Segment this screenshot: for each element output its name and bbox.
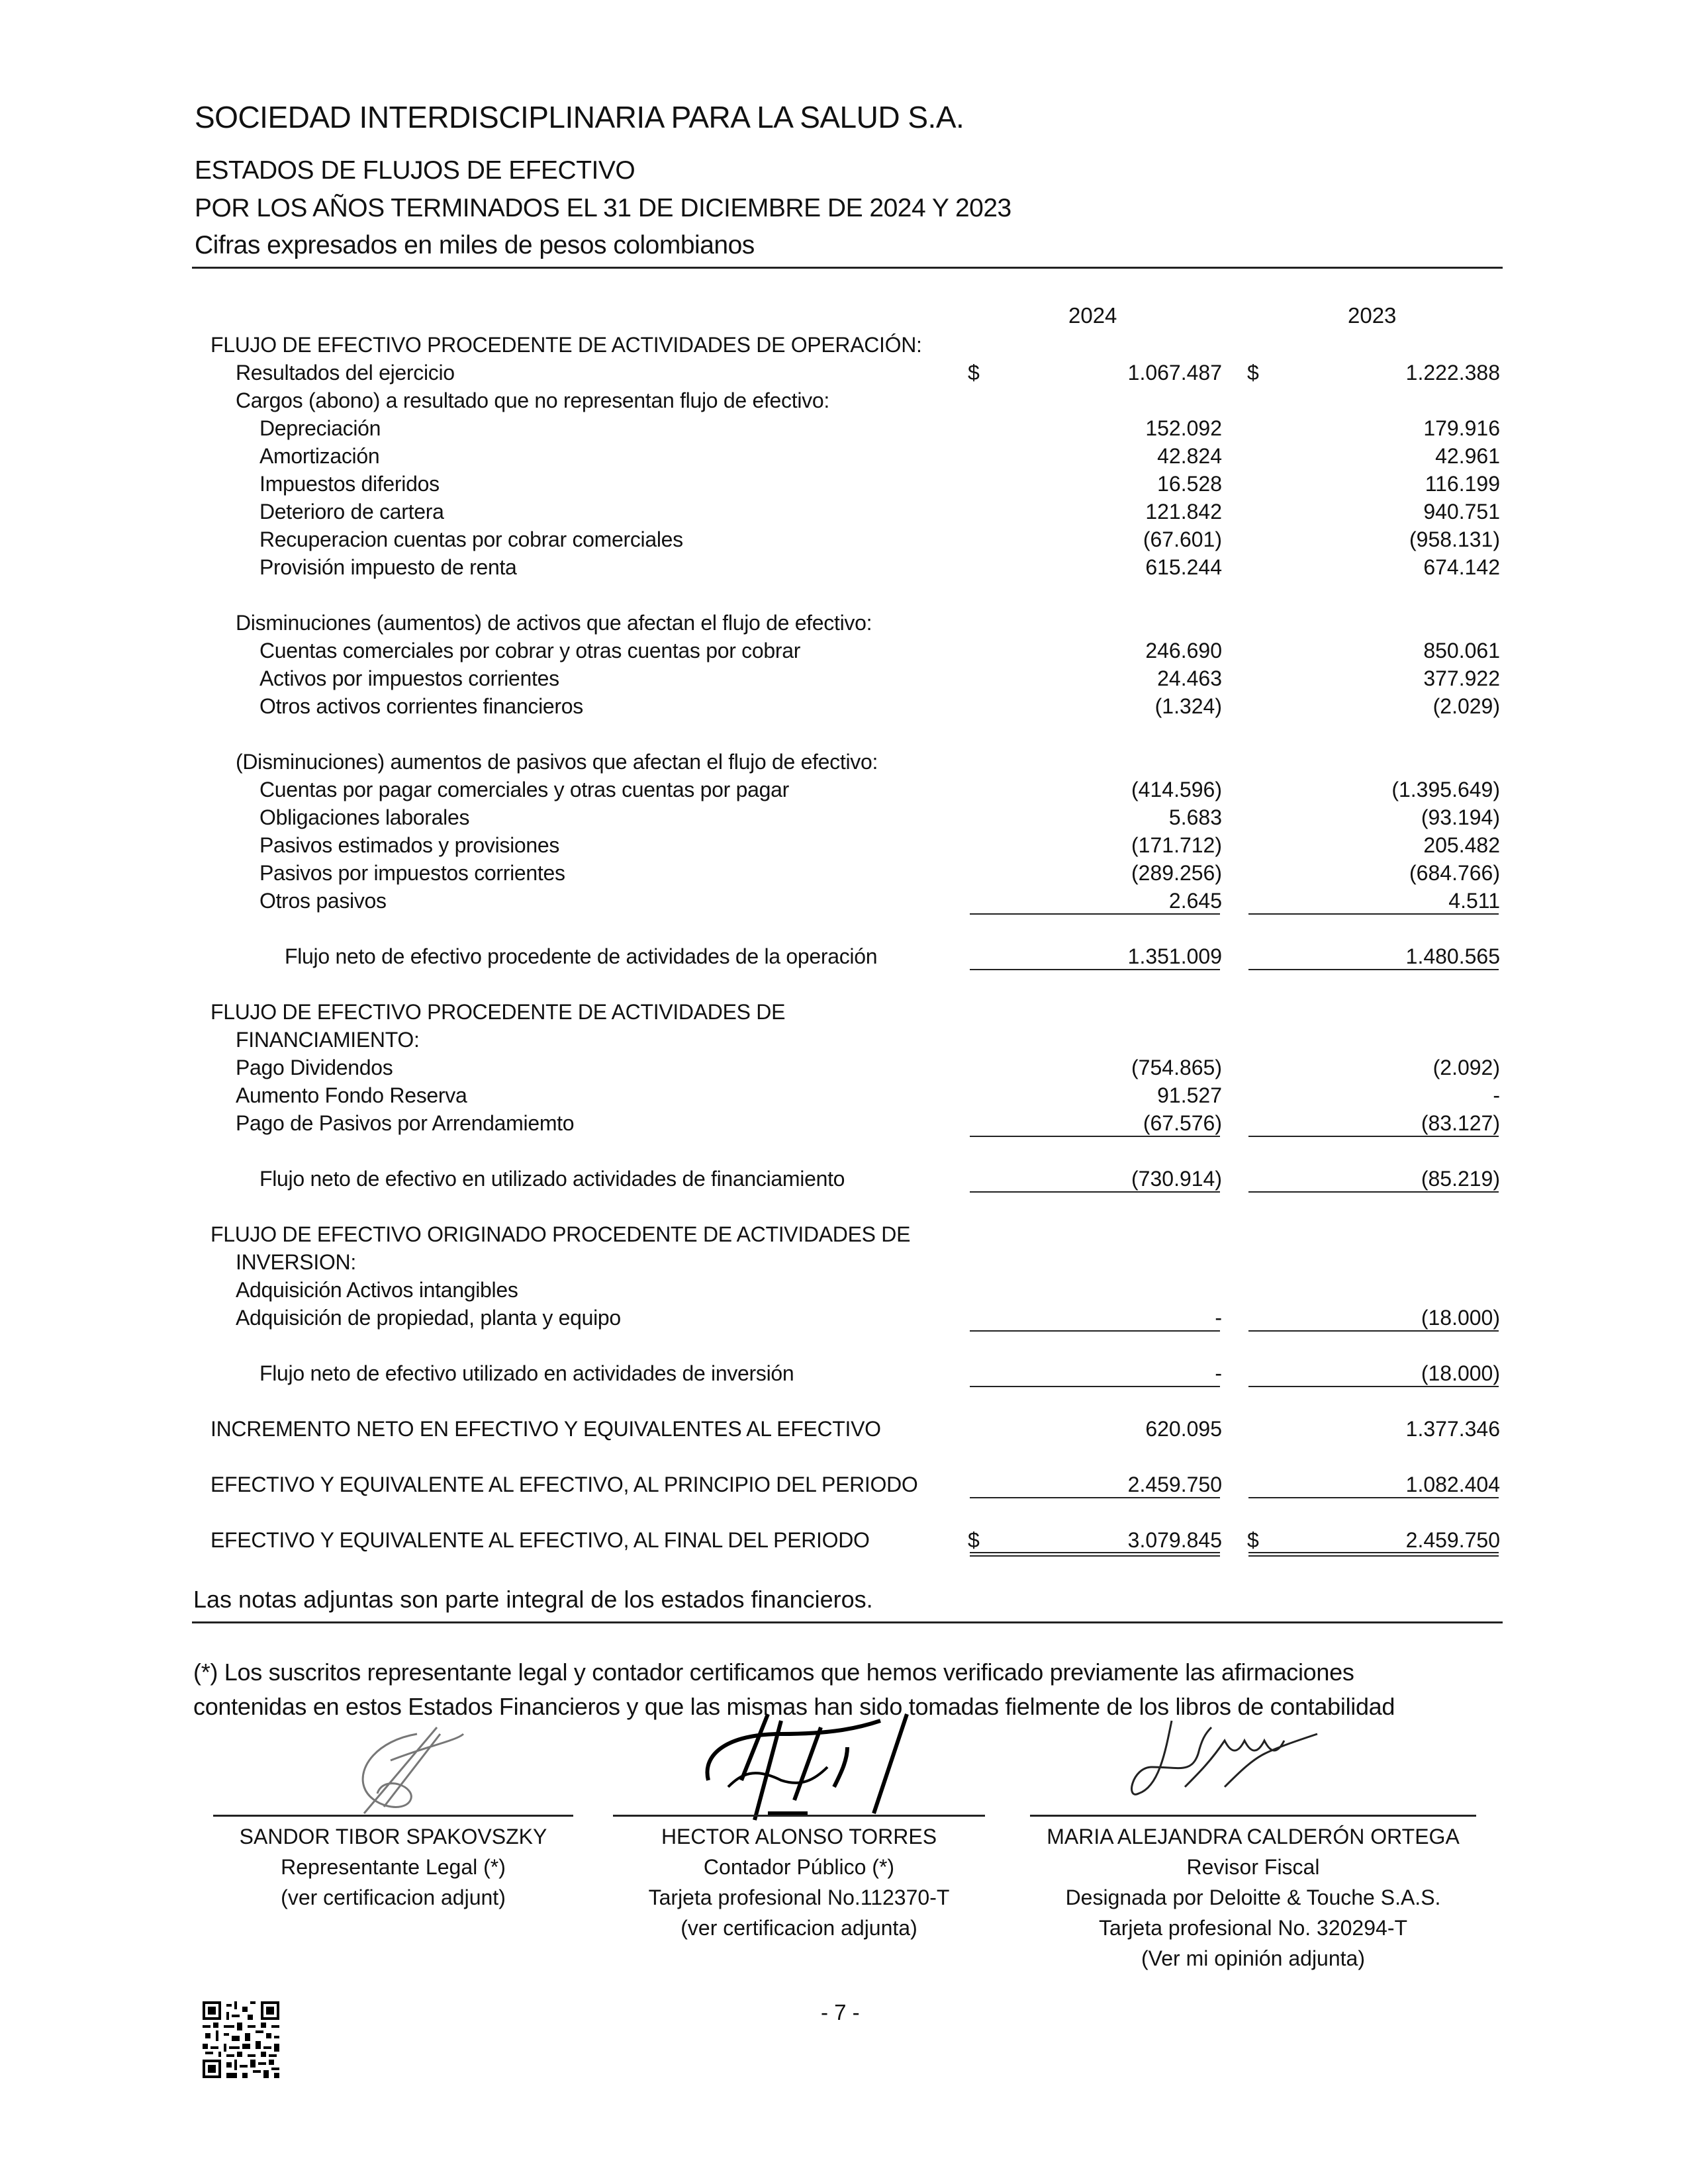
value-2024: (754.865) — [1131, 1056, 1222, 1079]
signatory-role: Contador Público (*) — [703, 1855, 895, 1879]
value-2024: (67.601) — [1143, 527, 1222, 551]
value-2023: 42.961 — [1435, 444, 1500, 468]
signature-line-fiscal-auditor — [1030, 1815, 1476, 1817]
value-2023: - — [1493, 1083, 1500, 1107]
signature-line-accountant — [613, 1815, 985, 1817]
currency-symbol: $ — [968, 361, 980, 385]
value-2024: 3.079.845 — [1127, 1528, 1222, 1552]
value-2024: 1.351.009 — [1127, 944, 1222, 968]
row-label: INCREMENTO NETO EN EFECTIVO Y EQUIVALENTES AL EFECTIVO — [211, 1417, 881, 1441]
row-label: Cuentas por pagar comerciales y otras cuentas por pagar — [259, 778, 789, 801]
certification-line-2: contenidas en estos Estados Financieros y que las mismas han sido tomadas fielmente de los libros de contabilidad — [193, 1693, 1395, 1720]
value-2023: (2.029) — [1432, 694, 1500, 718]
currency-symbol: $ — [968, 1528, 980, 1552]
value-2024: 121.842 — [1145, 500, 1222, 523]
value-2023: 1.222.388 — [1405, 361, 1500, 385]
underline-2024 — [970, 1191, 1220, 1193]
page-number: - 7 - — [821, 2000, 860, 2025]
notes-statement: Las notas adjuntas son parte integral de los estados financieros. — [193, 1586, 873, 1613]
value-2024: 42.824 — [1157, 444, 1222, 468]
row-label: Flujo neto de efectivo en utilizado actividades de financiamiento — [259, 1167, 845, 1191]
table-row — [0, 1109, 1688, 1137]
value-2023: 850.061 — [1423, 639, 1500, 662]
table-row — [0, 1054, 1688, 1081]
value-2023: (684.766) — [1409, 861, 1500, 885]
table-row — [0, 553, 1688, 581]
signature-line-legal-rep — [213, 1815, 573, 1817]
underline-2024 — [970, 1136, 1220, 1137]
row-label: Pasivos estimados y provisiones — [259, 833, 560, 857]
value-2023: (93.194) — [1421, 805, 1500, 829]
row-label: Provisión impuesto de renta — [259, 555, 517, 579]
currency-symbol: $ — [1247, 1528, 1259, 1552]
row-label: Activos por impuestos corrientes — [259, 666, 559, 690]
subtotal-row-operation — [0, 942, 1688, 970]
value-2023: 179.916 — [1423, 416, 1500, 440]
signatory-note: (Ver mi opinión adjunta) — [1141, 1946, 1365, 1970]
underline-2023 — [1248, 1386, 1499, 1387]
row-label: EFECTIVO Y EQUIVALENTE AL EFECTIVO, AL PRINCIPIO DEL PERIODO — [211, 1473, 918, 1496]
value-2024: 91.527 — [1157, 1083, 1222, 1107]
table-row — [0, 359, 1688, 387]
value-2024: (730.914) — [1131, 1167, 1222, 1191]
currency-symbol: $ — [1247, 361, 1259, 385]
signatory-note: (ver certificacion adjunta) — [680, 1916, 917, 1940]
total-row-beginning-balance — [0, 1471, 1688, 1498]
value-2024: 620.095 — [1145, 1417, 1222, 1441]
table-row — [0, 414, 1688, 442]
row-label: Adquisición Activos intangibles — [236, 1278, 518, 1302]
row-label: Depreciación — [259, 416, 381, 440]
value-2023: 205.482 — [1423, 833, 1500, 857]
table-row — [0, 637, 1688, 664]
value-2023: (18.000) — [1421, 1306, 1500, 1330]
row-label: Resultados del ejercicio — [236, 361, 455, 385]
signatory-role: Representante Legal (*) — [281, 1855, 506, 1879]
row-label: Otros activos corrientes financieros — [259, 694, 583, 718]
row-label: FINANCIAMIENTO: — [236, 1028, 420, 1052]
underline-2023 — [1248, 1330, 1499, 1332]
row-label: FLUJO DE EFECTIVO PROCEDENTE DE ACTIVIDADES DE — [211, 1000, 786, 1024]
header-divider — [192, 267, 1503, 269]
underline-2023 — [1248, 1497, 1499, 1498]
column-header-2024: 2024 — [1068, 303, 1117, 328]
signatory-name: HECTOR ALONSO TORRES — [661, 1825, 937, 1848]
value-2024: - — [1215, 1361, 1222, 1385]
statement-title: ESTADOS DE FLUJOS DE EFECTIVO — [195, 156, 635, 185]
row-label: Adquisición de propiedad, planta y equipo — [236, 1306, 621, 1330]
value-2023: (958.131) — [1409, 527, 1500, 551]
value-2023: 1.082.404 — [1405, 1473, 1500, 1496]
row-label: INVERSION: — [236, 1250, 356, 1274]
table-row — [0, 498, 1688, 525]
table-row — [0, 859, 1688, 887]
section-header-financing-cont — [0, 1026, 1688, 1054]
table-row — [0, 776, 1688, 803]
signature-legal-rep-icon — [324, 1721, 510, 1820]
row-label: Recuperacion cuentas por cobrar comerciales — [259, 527, 683, 551]
value-2023: 1.377.346 — [1405, 1417, 1500, 1441]
section-header-investment — [0, 1220, 1688, 1248]
value-2023: 940.751 — [1423, 500, 1500, 523]
value-2023: (85.219) — [1421, 1167, 1500, 1191]
table-row — [0, 1276, 1688, 1304]
value-2023: 116.199 — [1425, 472, 1500, 496]
row-label: Deterioro de cartera — [259, 500, 444, 523]
value-2024: (171.712) — [1131, 833, 1222, 857]
table-row — [0, 525, 1688, 553]
section-header-operation — [0, 331, 1688, 359]
underline-2023 — [1248, 969, 1499, 970]
underline-2024 — [970, 969, 1220, 970]
value-2024: (414.596) — [1131, 778, 1222, 801]
value-2024: 615.244 — [1145, 555, 1222, 579]
row-label: Pago de Pasivos por Arrendamiemto — [236, 1111, 575, 1135]
signatory-role: Revisor Fiscal — [1186, 1855, 1320, 1879]
value-2023: 377.922 — [1423, 666, 1500, 690]
value-2024: (289.256) — [1131, 861, 1222, 885]
value-2023: (2.092) — [1432, 1056, 1500, 1079]
row-label: Pasivos por impuestos corrientes — [259, 861, 565, 885]
row-label: Amortización — [259, 444, 380, 468]
signature-fiscal-auditor-icon — [1125, 1714, 1337, 1813]
signatory-note: (ver certificacion adjunt) — [281, 1886, 506, 1909]
row-label: Aumento Fondo Reserva — [236, 1083, 467, 1107]
value-2024: 5.683 — [1168, 805, 1222, 829]
value-2023: 674.142 — [1423, 555, 1500, 579]
statement-period: POR LOS AÑOS TERMINADOS EL 31 DE DICIEMBRE DE 2024 Y 2023 — [195, 194, 1011, 222]
qr-code-icon — [203, 2001, 279, 2078]
value-2024: 2.645 — [1168, 889, 1222, 913]
signatory-firm: Designada por Deloitte & Touche S.A.S. — [1065, 1886, 1441, 1909]
value-2024: - — [1215, 1306, 1222, 1330]
subsection-header — [0, 748, 1688, 776]
value-2024: 16.528 — [1157, 472, 1222, 496]
row-label: FLUJO DE EFECTIVO ORIGINADO PROCEDENTE DE ACTIVIDADES DE — [211, 1222, 911, 1246]
signatory-accountant — [613, 1821, 985, 1943]
row-label: Obligaciones laborales — [259, 805, 470, 829]
value-2024: 1.067.487 — [1127, 361, 1222, 385]
row-label: Pago Dividendos — [236, 1056, 393, 1079]
value-2024: 2.459.750 — [1127, 1473, 1222, 1496]
signatory-legal-rep — [213, 1821, 573, 1913]
subtotal-row-financing — [0, 1165, 1688, 1193]
row-label: Flujo neto de efectivo utilizado en actividades de inversión — [259, 1361, 794, 1385]
value-2023: 1.480.565 — [1405, 944, 1500, 968]
underline-2023 — [1248, 913, 1499, 915]
value-2023: 2.459.750 — [1405, 1528, 1500, 1552]
row-label: Flujo neto de efectivo procedente de actividades de la operación — [285, 944, 878, 968]
value-2024: (1.324) — [1154, 694, 1222, 718]
value-2023: (1.395.649) — [1391, 778, 1500, 801]
table-row — [0, 803, 1688, 831]
underline-2023 — [1248, 1136, 1499, 1137]
row-label: Cuentas comerciales por cobrar y otras cuentas por cobrar — [259, 639, 801, 662]
value-2024: 24.463 — [1157, 666, 1222, 690]
underline-2024 — [970, 1330, 1220, 1332]
double-underline-2024 — [970, 1552, 1220, 1557]
underline-2024 — [970, 1497, 1220, 1498]
table-row — [0, 664, 1688, 692]
total-row-net-increase — [0, 1415, 1688, 1443]
column-header-2023: 2023 — [1348, 303, 1397, 328]
subtotal-row-investment — [0, 1359, 1688, 1387]
total-row-ending-balance — [0, 1526, 1688, 1554]
table-row — [0, 831, 1688, 859]
row-label: EFECTIVO Y EQUIVALENTE AL EFECTIVO, AL FINAL DEL PERIODO — [211, 1528, 870, 1552]
certification-line-1: (*) Los suscritos representante legal y contador certificamos que hemos verificado previamente las afirmaciones — [193, 1659, 1354, 1686]
signatory-license: Tarjeta profesional No. 320294-T — [1098, 1916, 1408, 1940]
row-label: (Disminuciones) aumentos de pasivos que afectan el flujo de efectivo: — [236, 750, 878, 774]
signature-accountant-icon — [688, 1707, 933, 1827]
section-header-investment-cont — [0, 1248, 1688, 1276]
signatory-license: Tarjeta profesional No.112370-T — [648, 1886, 950, 1909]
subsection-header — [0, 609, 1688, 637]
row-label: Impuestos diferidos — [259, 472, 440, 496]
table-row — [0, 887, 1688, 915]
value-2023: (18.000) — [1421, 1361, 1500, 1385]
underline-2024 — [970, 1386, 1220, 1387]
table-row — [0, 1304, 1688, 1332]
row-label: Cargos (abono) a resultado que no representan flujo de efectivo: — [236, 388, 829, 412]
signatory-name: SANDOR TIBOR SPAKOVSZKY — [239, 1825, 547, 1848]
double-underline-2023 — [1248, 1552, 1499, 1557]
table-row — [0, 692, 1688, 720]
footer-divider — [192, 1621, 1503, 1623]
underline-2023 — [1248, 1191, 1499, 1193]
company-name: SOCIEDAD INTERDISCIPLINARIA PARA LA SALUD S.A. — [195, 100, 964, 134]
row-label: Disminuciones (aumentos) de activos que afectan el flujo de efectivo: — [236, 611, 872, 635]
table-row — [0, 1081, 1688, 1109]
statement-units: Cifras expresados en miles de pesos colombianos — [195, 231, 755, 259]
signatory-name: MARIA ALEJANDRA CALDERÓN ORTEGA — [1047, 1825, 1460, 1848]
subsection-header — [0, 387, 1688, 414]
table-row — [0, 470, 1688, 498]
value-2023: (83.127) — [1421, 1111, 1500, 1135]
value-2024: (67.576) — [1143, 1111, 1222, 1135]
value-2023: 4.511 — [1448, 889, 1500, 913]
row-label: FLUJO DE EFECTIVO PROCEDENTE DE ACTIVIDADES DE OPERACIÓN: — [211, 333, 922, 357]
value-2024: 246.690 — [1145, 639, 1222, 662]
underline-2024 — [970, 913, 1220, 915]
value-2024: 152.092 — [1145, 416, 1222, 440]
section-header-financing — [0, 998, 1688, 1026]
row-label: Otros pasivos — [259, 889, 387, 913]
signatory-fiscal-auditor — [1030, 1821, 1476, 1974]
table-row — [0, 442, 1688, 470]
